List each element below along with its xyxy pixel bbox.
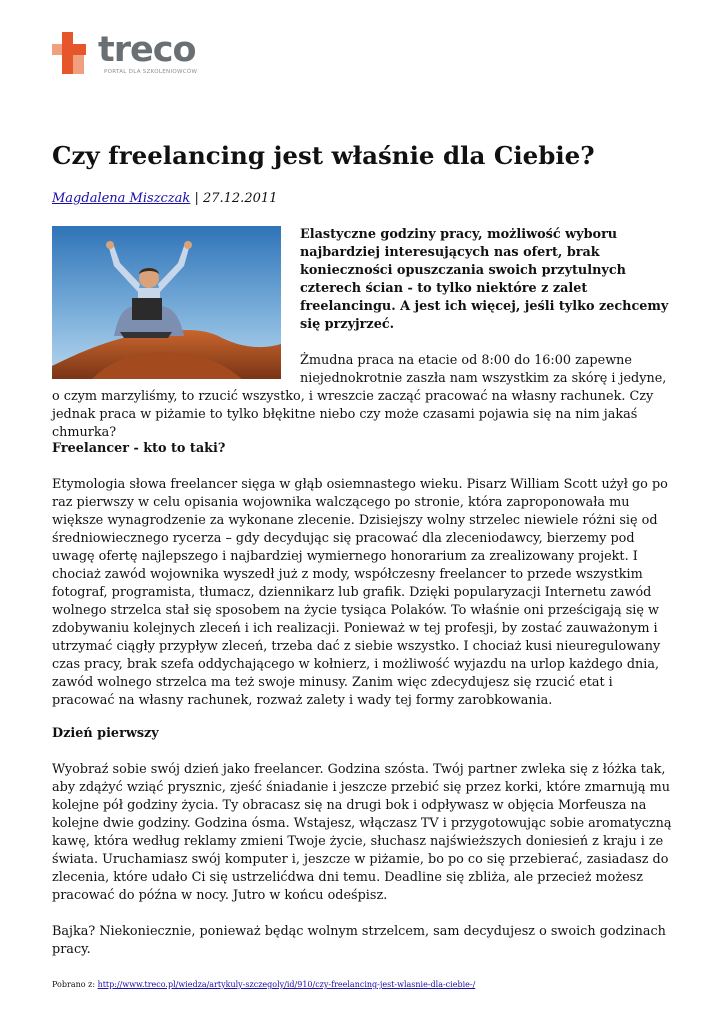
closing-paragraph: Bajka? Niekoniecznie, ponieważ będąc wolnym strzelcem, sam decydujesz o swoich godzinach pracy. — [52, 924, 666, 957]
article-lead: Elastyczne godziny pracy, możliwość wyboru najbardziej interesujących nas ofert, brak konieczności opuszczania swoich przytulnych czterech ścian - to tylko niektóre z zalet freelancingu. A jest ich więcej, jeśli tylko zechcemy się przyjrzeć. — [300, 227, 669, 332]
section-freelancer — [52, 440, 676, 710]
image-float-spacer — [52, 226, 300, 376]
section-heading: Dzień pierwszy — [52, 726, 159, 741]
section-paragraph: Etymologia słowa freelancer sięga w głąb osiemnastego wieku. Pisarz William Scott użył go po raz pierwszy w celu opisania wojownika walczącego po stronie, która zaproponowała mu większe wynagrodzenie za wykonane zlecenie. Dzisiejszy wolny strzelec niewiele różni się od średniowiecznego rycerza – gdy decydując się pracować dla zleceniodawcy, bierzemy pod uwagę ofertę najlepszego i najbardziej wymiernego honorarium za zrealizowany projekt. I chociaż zawód wojownika wyszedł już z mody, współczesny freelancer to przede wszystkim fotograf, programista, tłumacz, dziennikarz lub grafik. Dzięki popularyzacji Internetu zawód wolnego strzelca stał się sposobem na życie tysiąca Polaków. To właśnie oni prześcigają się w zdobywaniu kolejnych zleceń i ich realizacji. Ponieważ w tej profesji, by zostać zauważonym i utrzymać ciągły przypływ zleceń, trzeba dać z siebie wszystko. I chociaż kusi nieuregulowany czas pracy, brak szefa oddychającego w kołnierz, i możliwość wyjazdu na urlop każdego dnia, zawód wolnego strzelca ma też swoje minusy. Zanim więc zdecydujesz się rzucić etat i pracować na własny rachunek, rozważ zalety i wady tej formy zarobkowania. — [52, 477, 668, 708]
article-intro-paragraph: Żmudna praca na etacie od 8:00 do 16:00 zapewne niejednokrotnie zaszła nam wszystkim za skórę i jedyne, o czym marzyliśmy, to rzucić wszystko, i wreszcie zacząć pracować na własny rachunek. Czy jednak praca w piżamie to tylko błękitne niebo czy może czasami pojawia się na nim jakaś chmurka? — [52, 353, 667, 440]
section-heading: Freelancer - kto to taki? — [52, 441, 226, 456]
publish-date: | 27.12.2011 — [194, 191, 278, 206]
treco-logo[interactable] — [50, 30, 210, 80]
article-intro — [52, 226, 676, 442]
source-label: Pobrano z: — [52, 980, 96, 989]
byline — [52, 190, 277, 208]
treco-cross-icon — [50, 30, 90, 76]
logo-wordmark: treco — [98, 30, 196, 70]
section-paragraph: Wyobraź sobie swój dzień jako freelancer. Godzina szósta. Twój partner zwleka się z łóżka tak, aby zdążyć wziąć prysznic, zjeść śniadanie i jeszcze przebić się przez korki, które zmarnują mu kolejne pół godziny życia. Ty obracasz się na drugi bok i odpływasz w objęcia Morfeusza na kolejne dwie godziny. Godzina ósma. Wstajesz, włączasz TV i przygotowując sobie aromatyczną kawę, która według reklamy zmieni Twoje życie, słuchasz najświeższych doniesień z kraju i ze świata. Uruchamiasz swój komputer i, jeszcze w piżamie, bo po co się przebierać, zasiadasz do zlecenia, które udało Ci się ustrzelićdwa dni temu. Deadline się zbliża, ale przecież możesz pracować do późna w nocy. Jutro w końcu odeśpisz. — [52, 762, 672, 903]
source-url-link[interactable]: http://www.treco.pl/wiedza/artykuly-szczegoly/id/910/czy-freelancing-jest-wlasnie-dla-ciebie-/ — [97, 980, 476, 989]
article-title: Czy freelancing jest właśnie dla Ciebie? — [52, 141, 595, 170]
author-link[interactable]: Magdalena Miszczak — [52, 191, 191, 206]
logo-tagline: PORTAL DLA SZKOLENIOWCÓW — [104, 69, 198, 75]
source-footer — [52, 980, 475, 989]
section-first-day — [52, 725, 676, 959]
